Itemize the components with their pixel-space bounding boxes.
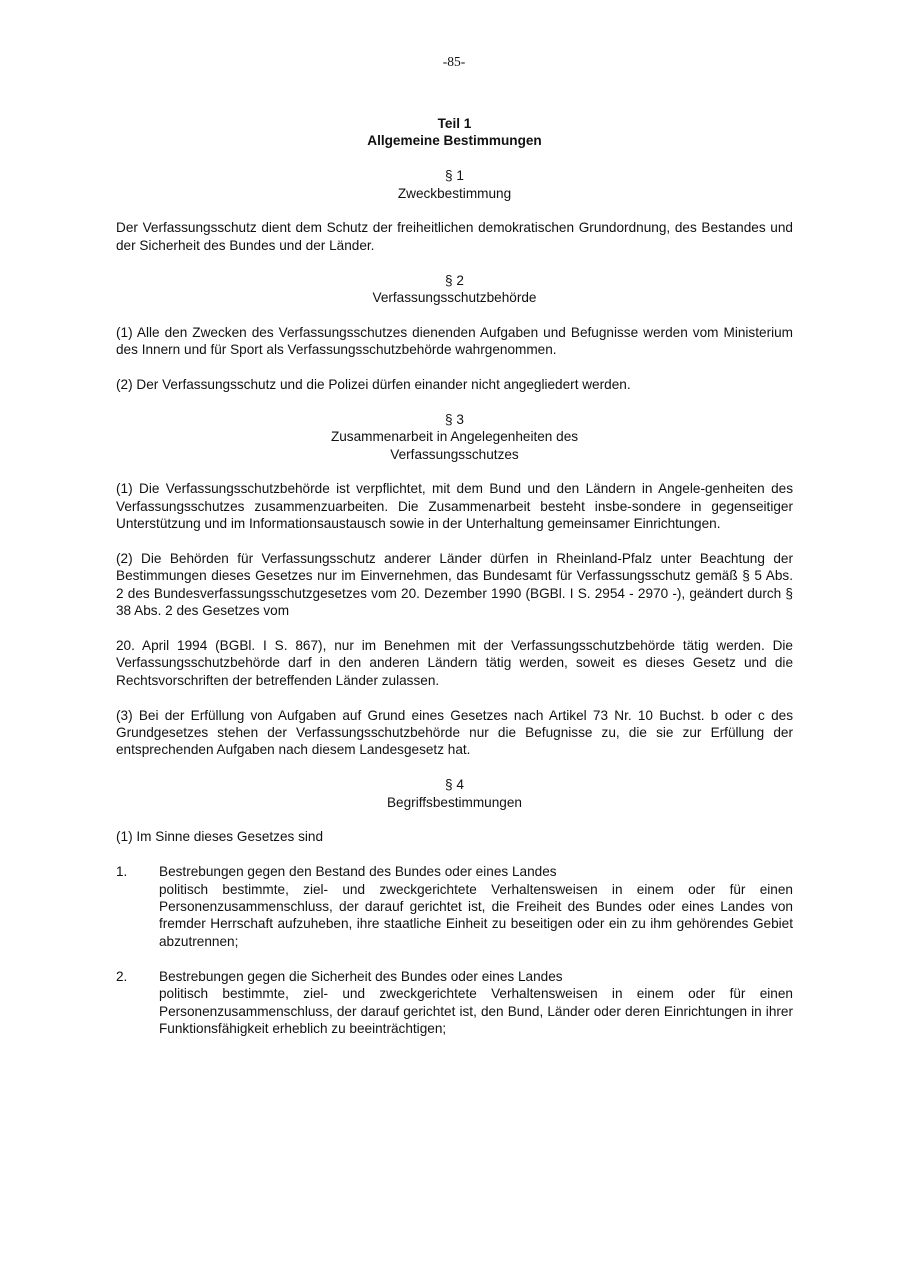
definition-item-2-text: politisch bestimmte, ziel- und zweckgerichtete Verhaltensweisen in einem oder für einen Personenzusammenschluss, der darauf gerichtet ist, den Bund, Länder oder deren Einrichtungen in ihrer Funktionsfähigkeit erheblich zu beeinträchtigen; bbox=[159, 986, 793, 1036]
section-3-title-line-1: Zusammenarbeit in Angelegenheiten des bbox=[330, 429, 579, 445]
definition-item-1 bbox=[116, 863, 793, 950]
section-3-paragraph-2: (2) Die Behörden für Verfassungsschutz anderer Länder dürfen in Rheinland-Pfalz unter Beachtung der Bestimmungen dieses Gesetzes nur im Einvernehmen, das Bundesamt für Verfassungsschutz gemäß § 5 Abs. 2 des Bundesverfassungsschutzgesetzes vom 20. Dezember 1990 (BGBl. I S. 2954 - 2970 -), geändert durch § 38 Abs. 2 des Gesetzes vom bbox=[116, 551, 793, 619]
section-3-paragraph-1: (1) Die Verfassungsschutzbehörde ist verpflichtet, mit dem Bund und den Ländern in Angele-genheiten des Verfassungsschutzes zusammenzuarbeiten. Die Zusammenarbeit besteht insbe-sondere in gegenseitiger Unterstützung und im Informationsaustausch sowie in der Unterhaltung gemeinsamer Einrichtungen. bbox=[116, 481, 793, 532]
page-number: -85- bbox=[442, 54, 466, 69]
definition-item-2-heading: Bestrebungen gegen die Sicherheit des Bundes oder eines Landes bbox=[159, 968, 563, 984]
definition-item-1-text: politisch bestimmte, ziel- und zweckgerichtete Verhaltensweisen in einem oder für einen Personenzusammenschluss, der darauf gerichtet ist, die Freiheit des Bundes oder eines Landes von fremder Herrschaft aufzuheben, ihre staatliche Einheit zu beseitigen oder ein zu ihm gehörendes Gebiet abzutrennen; bbox=[159, 881, 793, 949]
definition-item-2 bbox=[116, 968, 793, 1038]
section-3-paragraph-3: 20. April 1994 (BGBl. I S. 867), nur im Benehmen mit der Verfassungsschutzbehörde tätig werden. Die Verfassungsschutzbehörde darf in den anderen Ländern tätig werden, soweit es dieses Gesetz und die Rechtsvorschriften der betreffenden Länder zulassen. bbox=[116, 638, 793, 688]
part-title: Teil 1 bbox=[437, 116, 472, 131]
definition-item-2-number: 2. bbox=[116, 968, 128, 984]
section-3-paragraph-4: (3) Bei der Erfüllung von Aufgaben auf Grund eines Gesetzes nach Artikel 73 Nr. 10 Buchst. b oder c des Grundgesetzes stehen der Verfassungsschutzbehörde nur die Befugnisse zu, die sie zur Erfüllung der entsprechenden Aufgaben nach diesem Landesgesetz hat. bbox=[116, 707, 793, 758]
definition-item-1-number: 1. bbox=[116, 864, 128, 880]
page-content bbox=[116, 115, 793, 1037]
definition-item-1-heading: Bestrebungen gegen den Bestand des Bundes oder eines Landes bbox=[159, 864, 557, 880]
section-3-number: § 3 bbox=[445, 411, 464, 427]
part-subtitle: Allgemeine Bestimmungen bbox=[367, 133, 542, 149]
section-2-paragraph-1: (1) Alle den Zwecken des Verfassungsschutzes dienenden Aufgaben und Befugnisse werden vom Ministerium des Innern und für Sport als Verfassungsschutzbehörde wahrgenommen. bbox=[116, 324, 793, 358]
section-4-intro: (1) Im Sinne dieses Gesetzes sind bbox=[116, 829, 324, 845]
section-4-title: Begriffsbestimmungen bbox=[386, 794, 522, 810]
definition-item-2-body bbox=[159, 968, 793, 1038]
section-3-title-line-2: Verfassungsschutzes bbox=[390, 446, 519, 462]
definition-item-1-body bbox=[159, 863, 793, 950]
section-2-title: Verfassungsschutzbehörde bbox=[372, 290, 537, 306]
section-2-paragraph-2: (2) Der Verfassungsschutz und die Polizei dürfen einander nicht angegliedert werden. bbox=[116, 377, 631, 393]
section-4-number: § 4 bbox=[445, 777, 464, 793]
section-1-paragraph-1: Der Verfassungsschutz dient dem Schutz der freiheitlichen demokratischen Grundordnung, des Bestandes und der Sicherheit des Bundes und der Länder. bbox=[116, 220, 793, 253]
section-1-number: § 1 bbox=[445, 168, 464, 184]
section-2-number: § 2 bbox=[445, 272, 464, 288]
section-1-title: Zweckbestimmung bbox=[397, 185, 512, 201]
